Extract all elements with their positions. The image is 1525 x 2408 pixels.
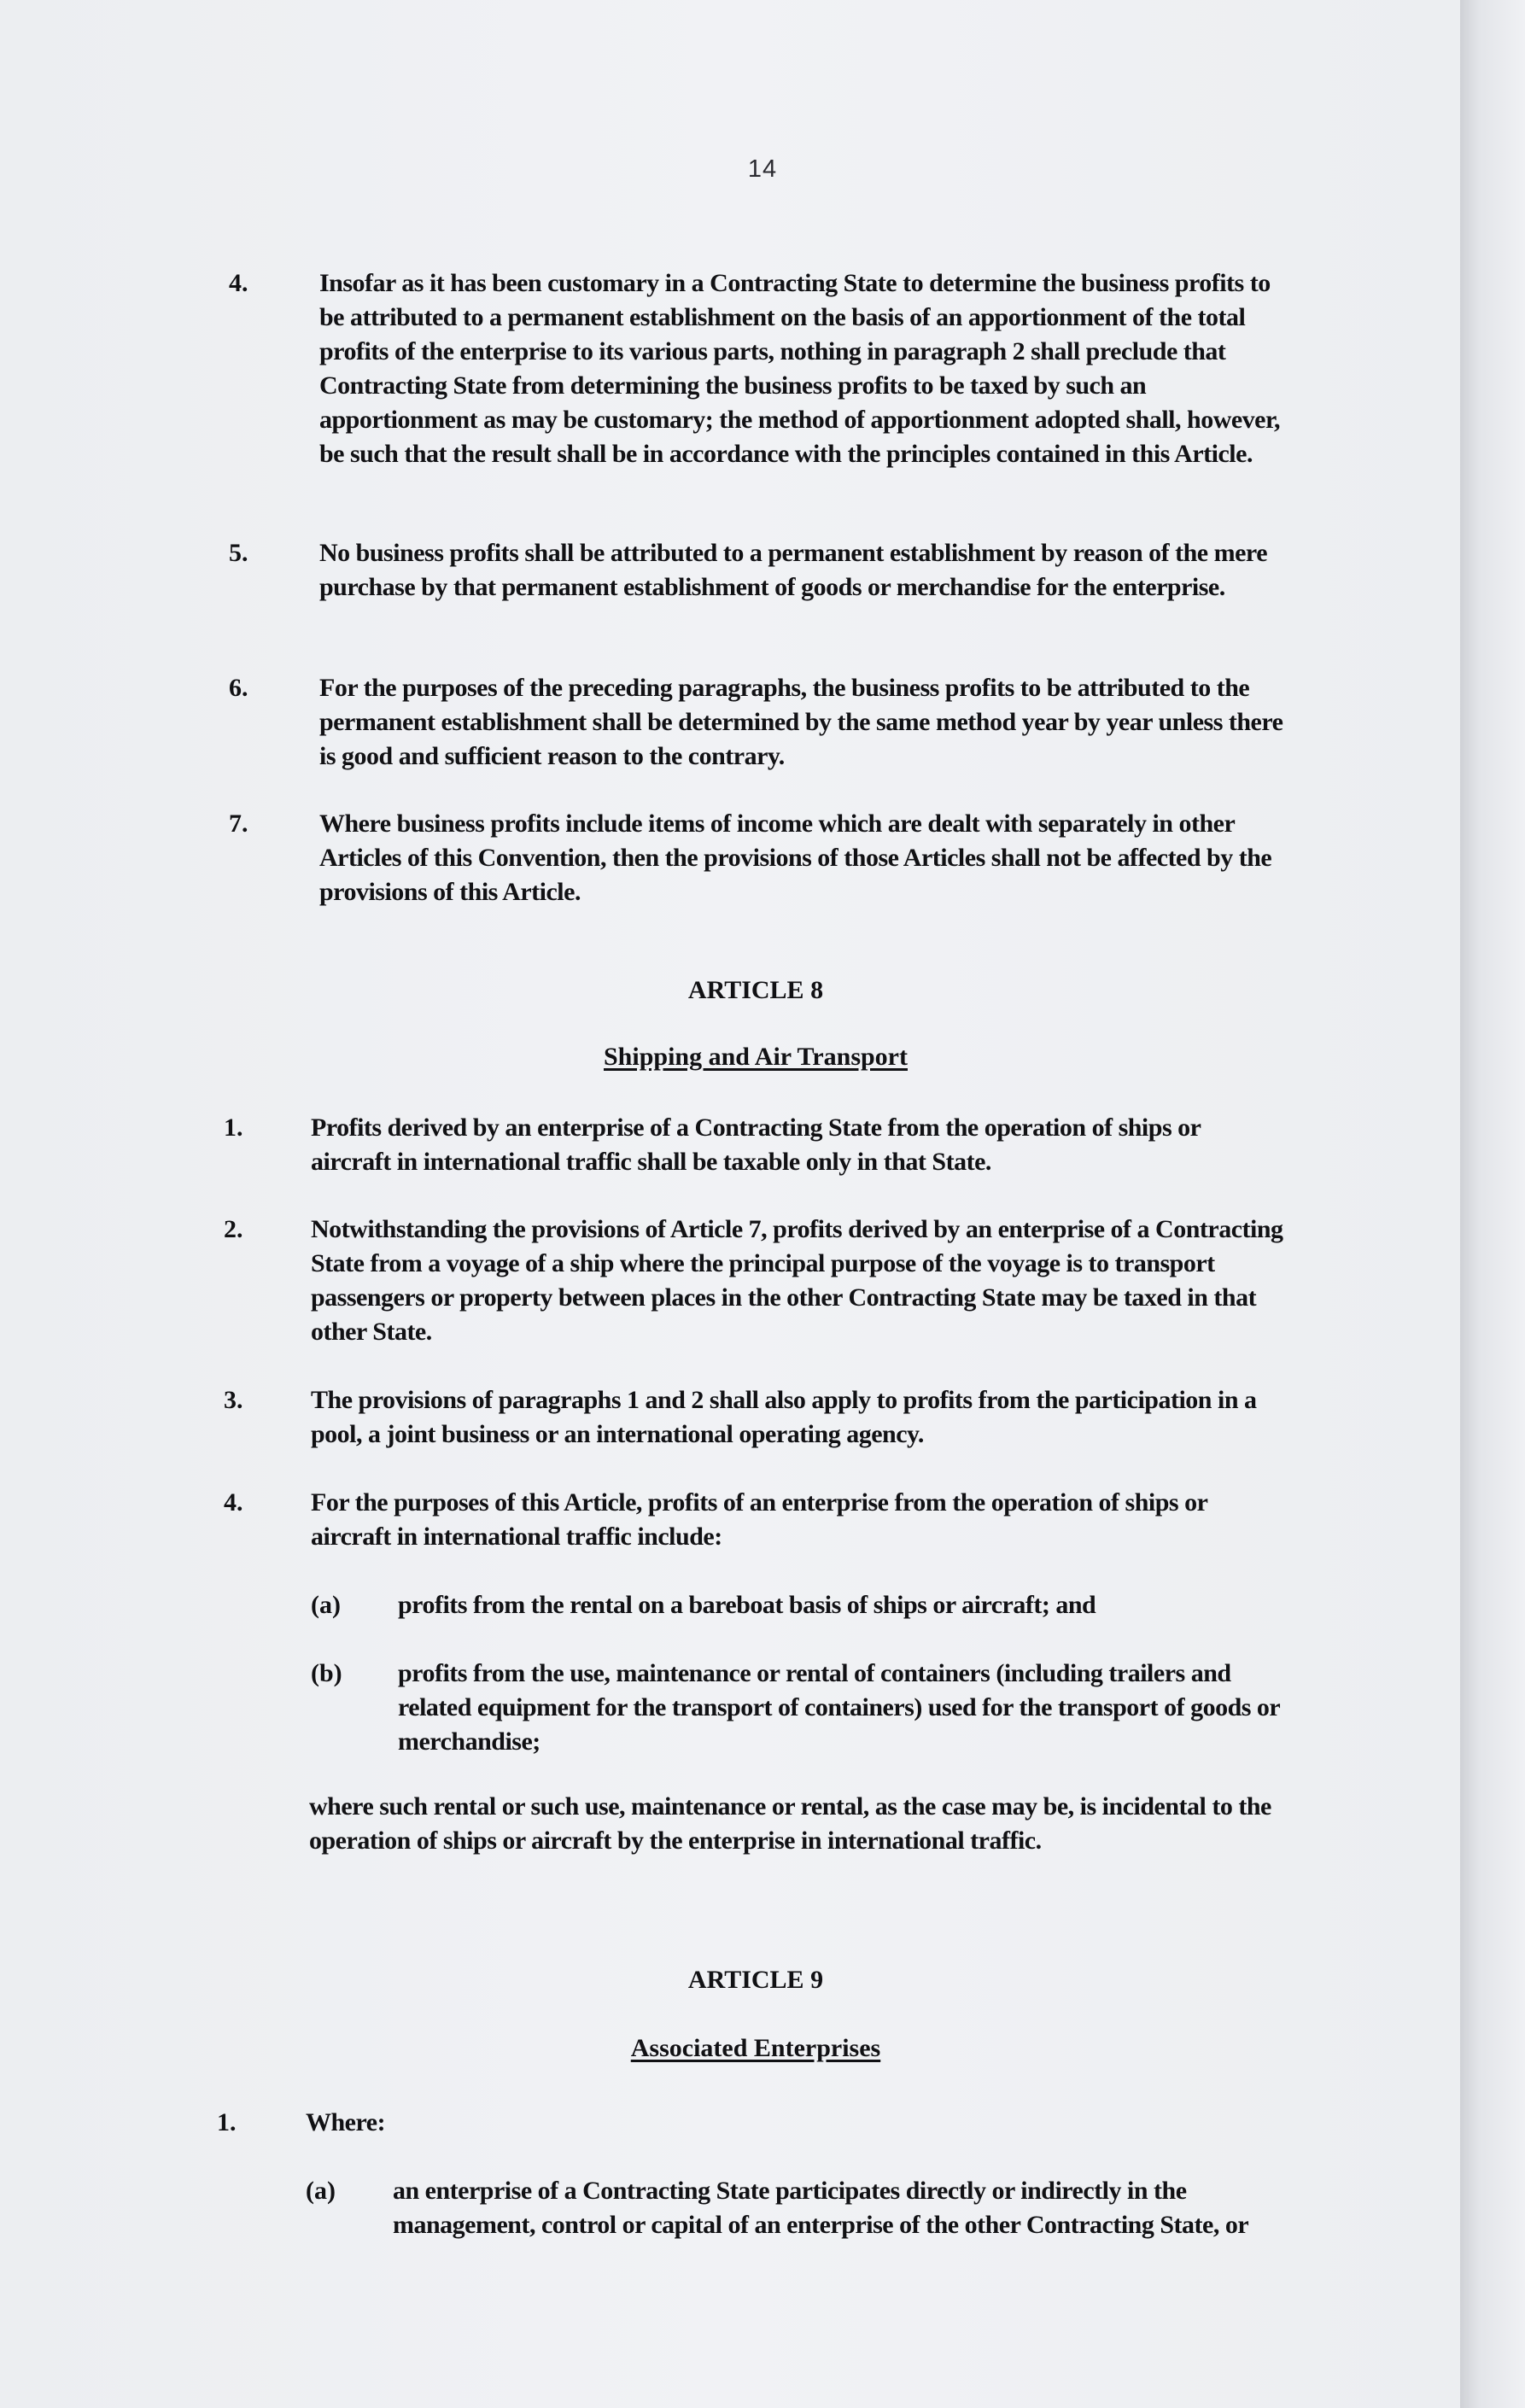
paragraph-text: The provisions of paragraphs 1 and 2 shall also apply to profits from the participation in a pool, a joint business or an international operating agency. xyxy=(311,1386,1257,1448)
paragraph-text: For the purposes of this Article, profits of an enterprise from the operation of ships or aircraft in international traffic include: xyxy=(311,1488,1207,1551)
paragraph-text: No business profits shall be attributed to a permanent establishment by reason of the mere purchase by that permanent establishment of goods or merchandise for the enterprise. xyxy=(319,539,1268,601)
subitem-label: (a) xyxy=(311,1591,341,1619)
closing-text: where such rental or such use, maintenance or rental, as the case may be, is incidental to the operation of ships or aircraft by the enterprise in international traffic. xyxy=(309,1792,1271,1855)
paragraph-number: 1. xyxy=(224,1113,243,1142)
paragraph-text: Notwithstanding the provisions of Article 7, profits derived by an enterprise of a Contracting State from a voyage of a ship where the principal purpose of the voyage is to transport passengers or property between places in the other Contracting State may be taxed in that other State. xyxy=(311,1215,1283,1346)
paragraph-text: Where business profits include items of income which are dealt with separately in other Articles of this Convention, then the provisions of those Articles shall not be affected by the provisions of this Article. xyxy=(319,809,1272,906)
paragraph-text: Where: xyxy=(306,2108,386,2136)
paragraph-number: 7. xyxy=(229,809,248,838)
article-9-title: ARTICLE 9 xyxy=(687,1966,824,1994)
paragraph-text: Insofar as it has been customary in a Contracting State to determine the business profits to be attributed to a permanent establishment on the basis of an apportionment of the total profits of the enterprise to its various parts, nothing in paragraph 2 shall preclude that Contracting State from determining the business profits to be taxed by such an apportionment as may be customary; the method of apportionment adopted shall, however, be such that the result shall be in accordance with the principles contained in this Article. xyxy=(319,269,1281,468)
subitem-label: (b) xyxy=(311,1659,342,1687)
paragraph-number: 5. xyxy=(229,539,248,567)
subitem-text: an enterprise of a Contracting State participates directly or indirectly in the management, control or capital of an enterprise of the other Contracting State, or xyxy=(393,2177,1249,2239)
article-8-subtitle: Shipping and Air Transport xyxy=(604,1043,908,1071)
article-9-subtitle: Associated Enterprises xyxy=(630,2034,881,2062)
paragraph-text: For the purposes of the preceding paragraphs, the business profits to be attributed to the permanent establishment shall be determined by the same method year by year unless there is good and sufficient reason to the contrary. xyxy=(319,674,1283,770)
page-number: 14 xyxy=(747,155,778,183)
paragraph-number: 1. xyxy=(217,2108,237,2136)
paragraph-number: 2. xyxy=(224,1215,243,1243)
paragraph-number: 3. xyxy=(224,1386,243,1414)
article-8-title: ARTICLE 8 xyxy=(687,976,824,1004)
paragraph-text: Profits derived by an enterprise of a Contracting State from the operation of ships or aircraft in international traffic shall be taxable only in that State. xyxy=(311,1113,1201,1176)
paragraph-number: 4. xyxy=(224,1488,243,1517)
subitem-text: profits from the use, maintenance or rental of containers (including trailers and related equipment for the transport of containers) used for the transport of goods or merchandise; xyxy=(398,1659,1280,1756)
subitem-text: profits from the rental on a bareboat basis of ships or aircraft; and xyxy=(398,1591,1096,1619)
paragraph-number: 6. xyxy=(229,674,248,702)
paragraph-number: 4. xyxy=(229,269,248,297)
subitem-label: (a) xyxy=(306,2177,336,2205)
